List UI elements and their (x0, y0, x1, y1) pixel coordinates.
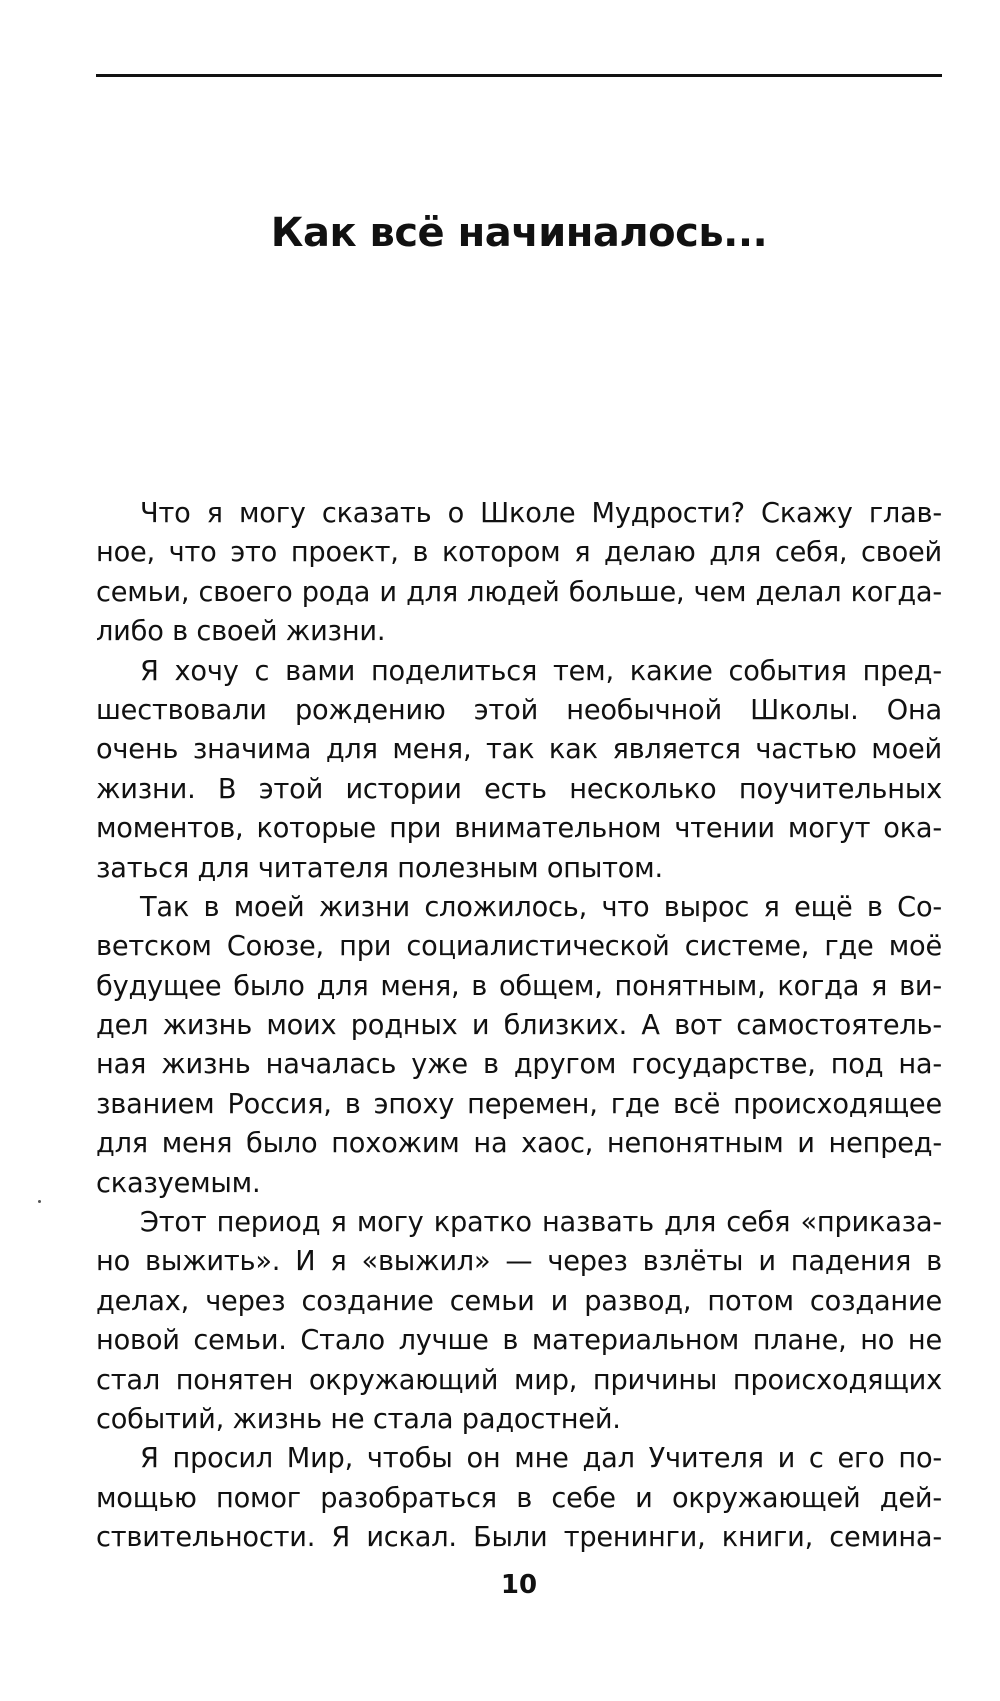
text-line: семьи, своего рода и для людей больше, чем делал когда- (96, 576, 942, 608)
text-line: моментов, которые при внимательном чтении могут ока- (96, 813, 942, 845)
text-line: Я просил Мир, чтобы он мне дал Учителя и с его по- (140, 1443, 942, 1475)
text-line: Этот период я могу кратко назвать для себя «приказа- (140, 1207, 942, 1239)
text-line: шествовали рождению этой необычной Школы. Она (96, 694, 942, 726)
text-line: Я хочу с вами поделиться тем, какие события пред- (140, 655, 942, 687)
page-number: 10 (500, 1570, 538, 1600)
top-rule-divider (96, 74, 942, 77)
body-text (96, 494, 942, 1558)
text-line: ветском Союзе, при социалистической системе, где моё (96, 931, 942, 963)
text-line: дел жизнь моих родных и близких. А вот самостоятель- (96, 1010, 942, 1042)
text-line: делах, через создание семьи и развод, потом создание (96, 1285, 942, 1317)
text-line: но выжить». И я «выжил» — через взлёты и падения в (96, 1246, 942, 1278)
text-line: ное, что это проект, в котором я делаю для себя, своей (96, 537, 942, 569)
text-line: событий, жизнь не стала радостней. (96, 1403, 621, 1435)
text-line: стал понятен окружающий мир, причины происходящих (96, 1364, 942, 1396)
text-line: новой семьи. Стало лучше в материальном плане, но не (96, 1325, 942, 1357)
text-line: мощью помог разобраться в себе и окружающей дей- (96, 1482, 942, 1514)
chapter-title: Как всё начиналось... (270, 210, 768, 256)
text-line: сказуемым. (96, 1167, 261, 1199)
text-line: ная жизнь началась уже в другом государстве, под на- (96, 1049, 942, 1081)
text-line: для меня было похожим на хаос, непонятным и непред- (96, 1128, 942, 1160)
text-line: Так в моей жизни сложилось, что вырос я ещё в Со- (140, 891, 942, 923)
text-line: званием Россия, в эпоху перемен, где всё происходящее (96, 1088, 942, 1120)
text-line: заться для читателя полезным опытом. (96, 852, 663, 884)
text-line: Что я могу сказать о Школе Мудрости? Скажу глав- (140, 498, 942, 529)
text-line: ствительности. Я искал. Были тренинги, книги, семина- (96, 1522, 942, 1554)
text-line: очень значима для меня, так как является частью моей (96, 734, 942, 766)
print-speck (38, 1200, 41, 1203)
text-line: либо в своей жизни. (96, 616, 386, 648)
text-line: жизни. В этой истории есть несколько поучительных (96, 773, 942, 805)
text-line: будущее было для меня, в общем, понятным, когда я ви- (96, 970, 942, 1002)
